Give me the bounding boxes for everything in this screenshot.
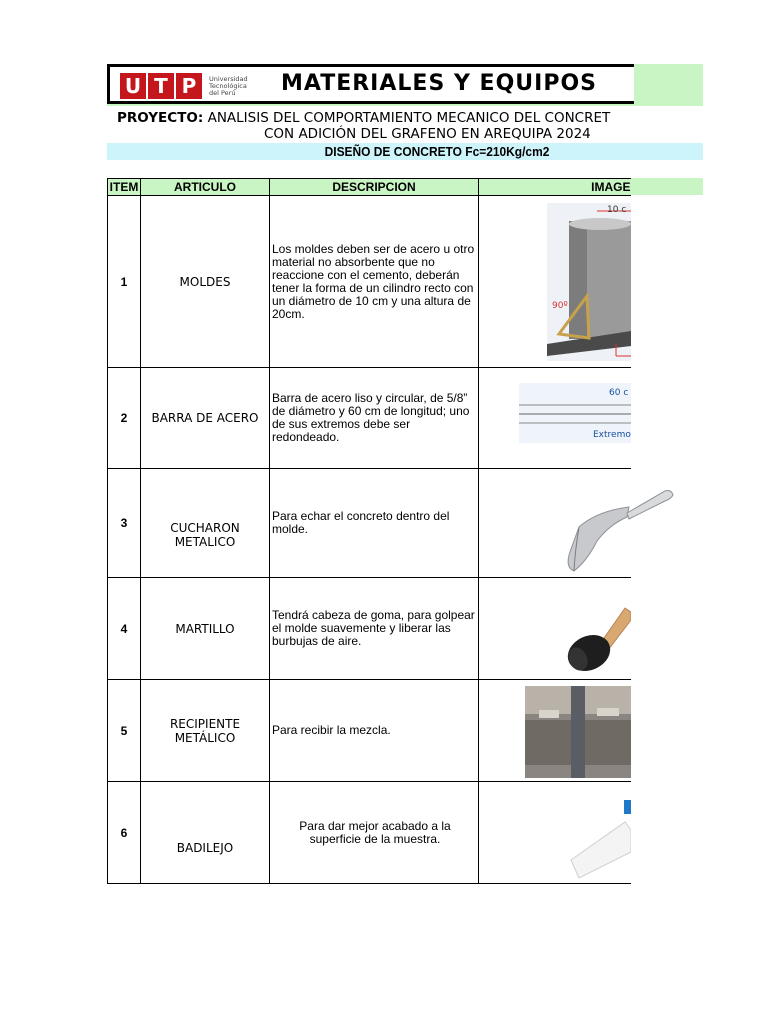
row-item: 1 [108,196,141,368]
row-image [479,782,631,884]
row-item: 4 [108,578,141,680]
project-title-line2: CON ADICIÓN DEL GRAFENO EN AREQUIPA 2024 [264,126,591,142]
mold-image [479,196,631,368]
row-descripcion: Para echar el concreto dentro del molde. [270,469,479,578]
table-row [108,578,631,680]
table-row [108,782,631,884]
utp-logo [120,73,248,99]
bar-length-label: 60 c [609,388,629,398]
row-articulo [141,469,270,578]
logo-subtitle-line: Tecnológica [209,81,247,90]
table-header-row [108,179,631,196]
row-image [479,680,631,782]
table-row [108,368,631,469]
table-row [108,469,631,578]
logo-letter-p: P [176,73,202,99]
row-descripcion: Para dar mejor acabado a la superficie de la muestra. [270,782,479,884]
row-articulo: BADILEJO [141,782,270,884]
row-item: 2 [108,368,141,469]
header-image: IMAGE [479,179,631,196]
logo-subtitle [209,76,248,97]
steel-bar-image [479,368,631,469]
mold-angle-label: 90º [552,301,568,311]
logo-subtitle-line: del Perú [209,88,236,97]
header-item: ITEM [108,179,141,196]
design-title: DISEÑO DE CONCRETO Fc=210Kg/cm2 [324,144,550,159]
logo-letter-u: U [120,73,146,99]
trowel-image [479,782,631,884]
row-articulo [141,680,270,782]
page-title: MATERIALES Y EQUIPOS [281,71,597,96]
row-articulo: MOLDES [141,196,270,368]
table-row [108,196,631,368]
table-row [108,680,631,782]
rubber-mallet-image [479,578,631,680]
metal-container-image [479,680,631,782]
project-title-line1: ANALISIS DEL COMPORTAMIENTO MECANICO DEL CONCRET [207,110,611,126]
row-image [479,368,631,469]
row-articulo: BARRA DE ACERO [141,368,270,469]
project-label: PROYECTO: [117,110,204,126]
bar-end-label: Extremo [593,430,631,440]
row-item: 5 [108,680,141,782]
row-image [479,578,631,680]
scoop-image [479,469,679,578]
row-image [479,469,631,578]
row-image [479,196,631,368]
row-articulo-text: RECIPIENTE METÁLICO [169,716,241,745]
row-articulo-text: CUCHARON METALICO [170,521,240,549]
header-descripcion: DESCRIPCION [270,179,479,196]
row-item: 3 [108,469,141,578]
row-descripcion: Barra de acero liso y circular, de 5/8” de diámetro y 60 cm de longitud; uno de sus extremos debe ser redondeado. [270,368,479,469]
row-descripcion: Para recibir la mezcla. [270,680,479,782]
row-descripcion: Tendrá cabeza de goma, para golpear el molde suavemente y liberar las burbujas de aire. [270,578,479,680]
mold-dimension-label: 10 c [607,205,627,215]
logo-letter-t: T [148,73,174,99]
project-block [117,110,637,142]
row-articulo: MARTILLO [141,578,270,680]
header-articulo: ARTICULO [141,179,270,196]
materials-table [107,178,631,884]
row-descripcion: Los moldes deben ser de acero u otro material no absorbente que no reaccione con el cemento, deberán tener la forma de un cilindro recto con un diámetro de 10 cm y una altura de 20cm. [270,196,479,368]
row-item: 6 [108,782,141,884]
logo-subtitle-line: Universidad [209,74,248,83]
